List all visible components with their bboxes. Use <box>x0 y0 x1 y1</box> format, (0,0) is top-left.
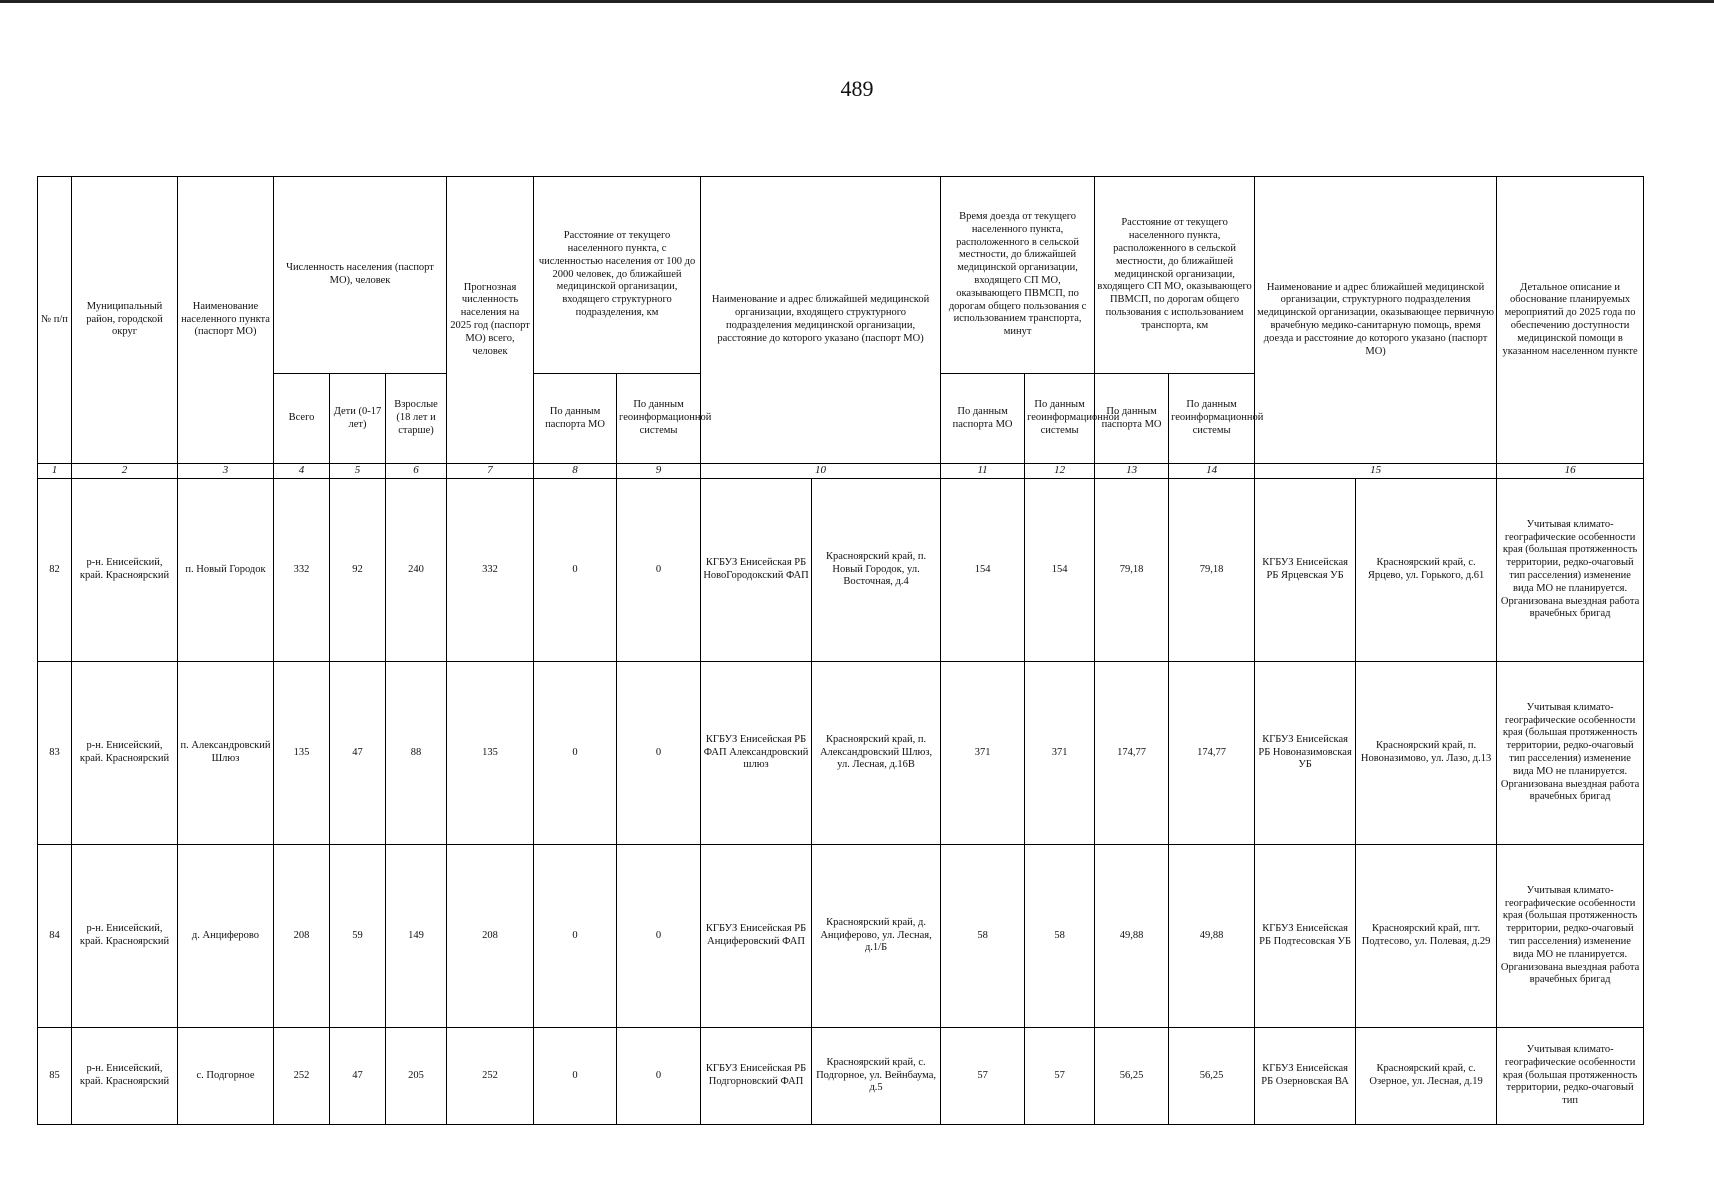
description-text: Учитывая климато-географические особенности края (большая протяженность территории, редко-очаговый тип расселения) изменение вида МО не планируется. Организована выездная работа врачебных бригад <box>1500 884 1640 986</box>
header-km-gis: По данным геоинформационной системы <box>1169 374 1255 464</box>
cell-struct-address: Красноярский край, с. Подгорное, ул. Вейнбаума, д.5 <box>812 1028 941 1125</box>
header-time-passport: По данным паспорта МО <box>941 374 1025 464</box>
cell-dist-passport: 0 <box>534 479 617 662</box>
column-number: 6 <box>386 464 447 479</box>
cell-adults: 205 <box>386 1028 447 1125</box>
header-travel-time: Время доезда от текущего населенного пункта, расположенного в сельской местности, до ближайшей медицинской организации, входящего СП МО, оказывающего ПВМСП, по дорогам общего пользования с использованием транспорта, минут <box>941 177 1095 374</box>
cell-num: 83 <box>38 662 72 845</box>
cell-pvmsp-name: КГБУЗ Енисейская РБ Подтесовская УБ <box>1255 845 1356 1028</box>
cell-adults: 88 <box>386 662 447 845</box>
header-population: Численность населения (паспорт МО), человек <box>274 177 447 374</box>
header-travel-dist: Расстояние от текущего населенного пункта, расположенного в сельской местности, до ближайшей медицинской организации, входящего СП МО, оказывающего ПВМСП, по дорогам общего пользования с использованием транспорта, км <box>1095 177 1255 374</box>
cell-time-gis: 57 <box>1025 1028 1095 1125</box>
cell-km-gis: 49,88 <box>1169 845 1255 1028</box>
cell-children: 92 <box>330 479 386 662</box>
data-table <box>37 176 1644 1125</box>
cell-settlement: п. Новый Городок <box>178 479 274 662</box>
header-nearest-pvmsp: Наименование и адрес ближайшей медицинской организации, структурного подразделения медицинской организации, оказывающее первичную врачебную медико-санитарную помощь, время доезда и расстояние до которого указано (паспорт МО) <box>1255 177 1497 464</box>
cell-forecast: 135 <box>447 662 534 845</box>
column-number: 10 <box>701 464 941 479</box>
header-dist-gis: По данным геоинформационной системы <box>617 374 701 464</box>
top-border-line <box>0 0 1714 3</box>
cell-km-passport: 79,18 <box>1095 479 1169 662</box>
cell-settlement: с. Подгорное <box>178 1028 274 1125</box>
cell-dist-gis: 0 <box>617 479 701 662</box>
cell-children: 47 <box>330 1028 386 1125</box>
column-number: 2 <box>72 464 178 479</box>
table-row <box>38 479 1644 662</box>
cell-pvmsp-address: Красноярский край, с. Ярцево, ул. Горького, д.61 <box>1356 479 1497 662</box>
header-km-passport: По данным паспорта МО <box>1095 374 1169 464</box>
cell-km-gis: 174,77 <box>1169 662 1255 845</box>
cell-dist-gis: 0 <box>617 662 701 845</box>
cell-total: 208 <box>274 845 330 1028</box>
header-description: Детальное описание и обоснование планируемых мероприятий до 2025 года по обеспечению доступности медицинской помощи в указанном населенном пункте <box>1497 177 1644 464</box>
column-number: 12 <box>1025 464 1095 479</box>
cell-description <box>1497 662 1644 845</box>
cell-settlement: п. Александровский Шлюз <box>178 662 274 845</box>
cell-district: р-н. Енисейский, край. Красноярский <box>72 479 178 662</box>
column-number: 9 <box>617 464 701 479</box>
cell-pvmsp-address: Красноярский край, п. Новоназимово, ул. Лазо, д.13 <box>1356 662 1497 845</box>
cell-time-gis: 371 <box>1025 662 1095 845</box>
header-num: № п/п <box>38 177 72 464</box>
cell-forecast: 252 <box>447 1028 534 1125</box>
header-pop-total: Всего <box>274 374 330 464</box>
cell-adults: 149 <box>386 845 447 1028</box>
cell-num: 85 <box>38 1028 72 1125</box>
cell-total: 332 <box>274 479 330 662</box>
cell-time-passport: 57 <box>941 1028 1025 1125</box>
cell-district: р-н. Енисейский, край. Красноярский <box>72 1028 178 1125</box>
description-text: Учитывая климато-географические особенности края (большая протяженность территории, редко-очаговый тип <box>1502 1044 1638 1107</box>
header-nearest-struct: Наименование и адрес ближайшей медицинской организации, входящего структурного подразделения медицинской организации, расстояние до которого указано (паспорт МО) <box>701 177 941 464</box>
cell-forecast: 332 <box>447 479 534 662</box>
cell-time-gis: 58 <box>1025 845 1095 1028</box>
cell-struct-name: КГБУЗ Енисейская РБ ФАП Александровский шлюз <box>701 662 812 845</box>
column-number: 8 <box>534 464 617 479</box>
cell-total: 135 <box>274 662 330 845</box>
cell-struct-name: КГБУЗ Енисейская РБ Подгорновский ФАП <box>701 1028 812 1125</box>
cell-km-passport: 174,77 <box>1095 662 1169 845</box>
cell-adults: 240 <box>386 479 447 662</box>
cell-time-passport: 58 <box>941 845 1025 1028</box>
cell-description <box>1497 845 1644 1028</box>
table-row <box>38 845 1644 1028</box>
cell-settlement: д. Анциферово <box>178 845 274 1028</box>
cell-dist-passport: 0 <box>534 662 617 845</box>
column-number: 7 <box>447 464 534 479</box>
cell-dist-passport: 0 <box>534 1028 617 1125</box>
cell-district: р-н. Енисейский, край. Красноярский <box>72 845 178 1028</box>
column-number: 5 <box>330 464 386 479</box>
cell-km-gis: 56,25 <box>1169 1028 1255 1125</box>
cell-struct-address: Красноярский край, п. Новый Городок, ул. Восточная, д.4 <box>812 479 941 662</box>
cell-num: 84 <box>38 845 72 1028</box>
page-number: 489 <box>840 76 874 101</box>
cell-struct-address: Красноярский край, д. Анциферово, ул. Лесная, д.1/Б <box>812 845 941 1028</box>
cell-pvmsp-address: Красноярский край, пгт. Подтесово, ул. Полевая, д.29 <box>1356 845 1497 1028</box>
cell-pvmsp-name: КГБУЗ Енисейская РБ Озерновская ВА <box>1255 1028 1356 1125</box>
cell-children: 59 <box>330 845 386 1028</box>
cell-dist-gis: 0 <box>617 845 701 1028</box>
cell-km-gis: 79,18 <box>1169 479 1255 662</box>
cell-forecast: 208 <box>447 845 534 1028</box>
header-row <box>38 177 1644 374</box>
cell-dist-passport: 0 <box>534 845 617 1028</box>
column-number: 13 <box>1095 464 1169 479</box>
table-row <box>38 662 1644 845</box>
column-number: 14 <box>1169 464 1255 479</box>
column-number-row <box>38 464 1644 479</box>
cell-num: 82 <box>38 479 72 662</box>
header-settlement: Наименование населенного пункта (паспорт МО) <box>178 177 274 464</box>
cell-time-passport: 154 <box>941 479 1025 662</box>
cell-dist-gis: 0 <box>617 1028 701 1125</box>
table-row <box>38 1028 1644 1125</box>
header-dist-passport: По данным паспорта МО <box>534 374 617 464</box>
cell-total: 252 <box>274 1028 330 1125</box>
column-number: 11 <box>941 464 1025 479</box>
cell-description <box>1497 479 1644 662</box>
cell-description <box>1497 1028 1644 1125</box>
header-forecast: Прогнозная численность населения на 2025 год (паспорт МО) всего, человек <box>447 177 534 464</box>
header-time-gis: По данным геоинформационной системы <box>1025 374 1095 464</box>
header-distance-struct: Расстояние от текущего населенного пункта, с численностью населения от 100 до 2000 человек, до ближайшей медицинской организации, входящего структурного подразделения, км <box>534 177 701 374</box>
cell-km-passport: 56,25 <box>1095 1028 1169 1125</box>
cell-children: 47 <box>330 662 386 845</box>
cell-time-passport: 371 <box>941 662 1025 845</box>
cell-struct-name: КГБУЗ Енисейская РБ Анциферовский ФАП <box>701 845 812 1028</box>
cell-district: р-н. Енисейский, край. Красноярский <box>72 662 178 845</box>
column-number: 4 <box>274 464 330 479</box>
header-pop-adults: Взрослые (18 лет и старше) <box>386 374 447 464</box>
header-district: Муниципальный район, городской округ <box>72 177 178 464</box>
description-text: Учитывая климато-географические особенности края (большая протяженность территории, редко-очаговый тип расселения) изменение вида МО не планируется. Организована выездная работа врачебных бригад <box>1500 701 1640 803</box>
cell-pvmsp-name: КГБУЗ Енисейская РБ Ярцевская УБ <box>1255 479 1356 662</box>
cell-pvmsp-name: КГБУЗ Енисейская РБ Новоназимовская УБ <box>1255 662 1356 845</box>
cell-pvmsp-address: Красноярский край, с. Озерное, ул. Лесная, д.19 <box>1356 1028 1497 1125</box>
cell-time-gis: 154 <box>1025 479 1095 662</box>
column-number: 1 <box>38 464 72 479</box>
column-number: 15 <box>1255 464 1497 479</box>
cell-struct-name: КГБУЗ Енисейская РБ НовоГородокский ФАП <box>701 479 812 662</box>
cell-struct-address: Красноярский край, п. Александровский Шлюз, ул. Лесная, д.16В <box>812 662 941 845</box>
column-number: 16 <box>1497 464 1644 479</box>
column-number: 3 <box>178 464 274 479</box>
cell-km-passport: 49,88 <box>1095 845 1169 1028</box>
description-text: Учитывая климато-географические особенности края (большая протяженность территории, редко-очаговый тип расселения) изменение вида МО не планируется. Организована выездная работа врачебных бригад <box>1500 518 1640 620</box>
header-pop-children: Дети (0-17 лет) <box>330 374 386 464</box>
